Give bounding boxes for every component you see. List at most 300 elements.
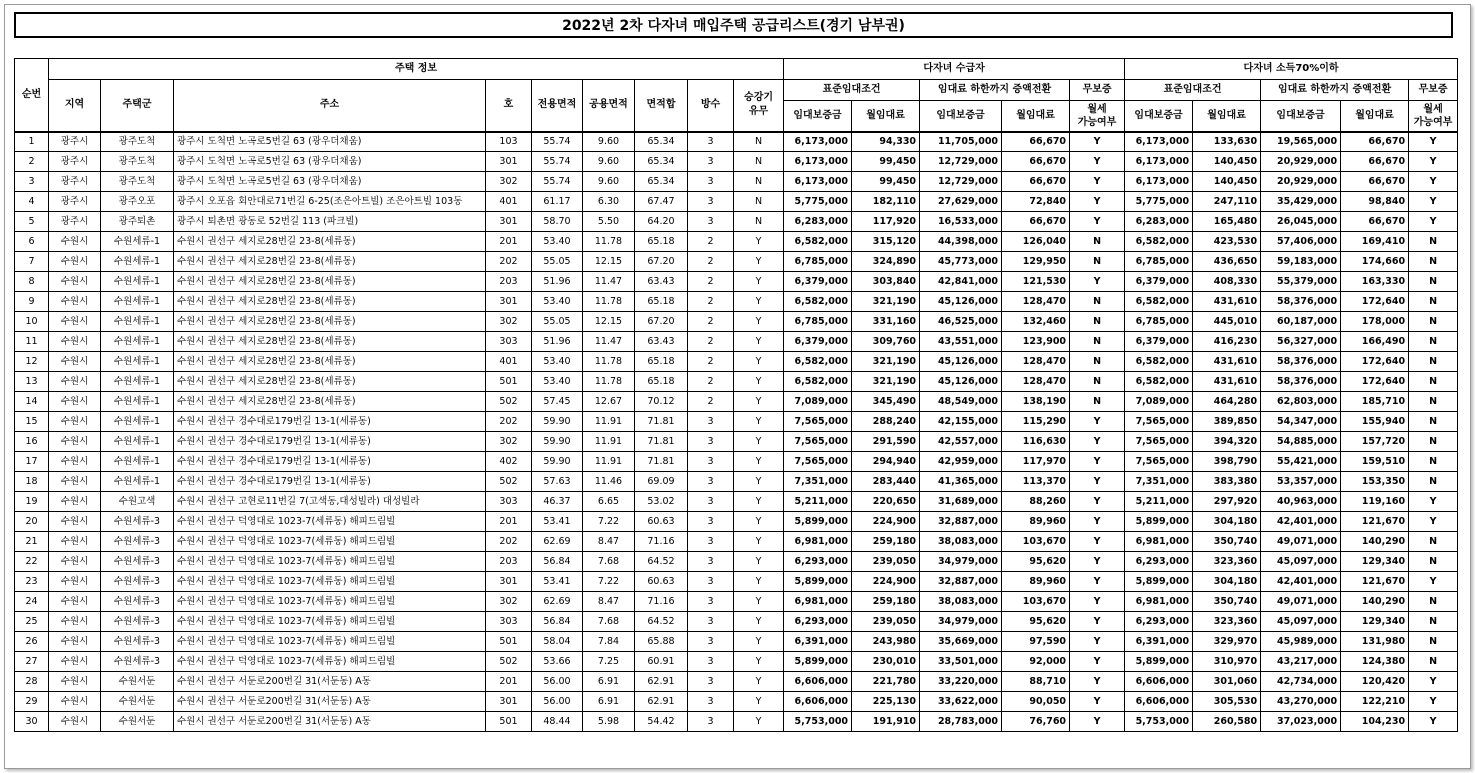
cell-rooms: 2 xyxy=(688,372,734,392)
cell-conv-rent: 66,670 xyxy=(1341,172,1409,192)
cell-no-deposit: Y xyxy=(1070,452,1125,472)
cell-conv-deposit: 59,183,000 xyxy=(1261,252,1341,272)
cell-rent: 329,970 xyxy=(1193,632,1261,652)
cell-deposit: 6,391,000 xyxy=(784,632,852,652)
cell-deposit: 6,582,000 xyxy=(1125,372,1193,392)
cell-conv-deposit: 53,357,000 xyxy=(1261,472,1341,492)
cell-rent: 140,450 xyxy=(1193,152,1261,172)
cell-common-area: 7.25 xyxy=(583,652,635,672)
header-deposit: 임대보증금 xyxy=(1125,101,1193,132)
cell-area-sum: 65.18 xyxy=(635,372,688,392)
cell-complex: 수원세류-1 xyxy=(101,272,174,292)
cell-no-deposit: Y xyxy=(1070,572,1125,592)
cell-rooms: 2 xyxy=(688,252,734,272)
header-conversion-1: 임대료 하한까지 증액전환 xyxy=(920,80,1070,101)
cell-exclusive-area: 53.40 xyxy=(532,232,583,252)
cell-rent: 117,920 xyxy=(852,212,920,232)
cell-seq: 4 xyxy=(15,192,49,212)
cell-rooms: 3 xyxy=(688,592,734,612)
header-income70: 다자녀 소득70%이하 xyxy=(1125,59,1458,80)
cell-address: 광주시 도척면 노곡로5번길 63 (광우더채움) xyxy=(174,132,486,152)
cell-rooms: 2 xyxy=(688,272,734,292)
cell-rent: 304,180 xyxy=(1193,572,1261,592)
sheet-title: 2022년 2차 다자녀 매입주택 공급리스트(경기 남부권) xyxy=(14,12,1453,38)
cell-region: 광주시 xyxy=(49,152,101,172)
cell-no-deposit: N xyxy=(1409,232,1458,252)
cell-region: 수원시 xyxy=(49,672,101,692)
cell-area-sum: 71.81 xyxy=(635,432,688,452)
cell-rooms: 2 xyxy=(688,392,734,412)
cell-complex: 광주오포 xyxy=(101,192,174,212)
cell-unit: 401 xyxy=(486,352,532,372)
cell-conv-rent: 129,340 xyxy=(1341,552,1409,572)
cell-region: 광주시 xyxy=(49,192,101,212)
cell-rent: 431,610 xyxy=(1193,372,1261,392)
table-row xyxy=(15,352,1458,372)
cell-elevator: Y xyxy=(734,472,784,492)
cell-deposit: 6,293,000 xyxy=(1125,612,1193,632)
cell-area-sum: 65.18 xyxy=(635,232,688,252)
cell-address: 수원시 권선구 경수대로179번길 13-1(세류동) xyxy=(174,432,486,452)
cell-conv-deposit: 20,929,000 xyxy=(1261,172,1341,192)
cell-no-deposit: Y xyxy=(1409,132,1458,152)
cell-deposit: 7,565,000 xyxy=(784,432,852,452)
cell-address: 수원시 권선구 경수대로179번길 13-1(세류동) xyxy=(174,452,486,472)
cell-no-deposit: N xyxy=(1409,472,1458,492)
cell-area-sum: 67.47 xyxy=(635,192,688,212)
cell-deposit: 6,283,000 xyxy=(1125,212,1193,232)
cell-rooms: 3 xyxy=(688,132,734,152)
cell-deposit: 7,565,000 xyxy=(784,412,852,432)
header-deposit: 임대보증금 xyxy=(1261,101,1341,132)
cell-rent: 99,450 xyxy=(852,152,920,172)
cell-elevator: Y xyxy=(734,392,784,412)
cell-conv-deposit: 34,979,000 xyxy=(920,612,1002,632)
cell-common-area: 9.60 xyxy=(583,172,635,192)
header-monthly-possible: 월세 가능여부 xyxy=(1409,101,1458,132)
cell-no-deposit: Y xyxy=(1070,712,1125,732)
cell-no-deposit: N xyxy=(1070,352,1125,372)
cell-deposit: 6,606,000 xyxy=(784,692,852,712)
cell-no-deposit: N xyxy=(1070,372,1125,392)
cell-rent: 288,240 xyxy=(852,412,920,432)
cell-conv-deposit: 42,557,000 xyxy=(920,432,1002,452)
cell-conv-deposit: 43,551,000 xyxy=(920,332,1002,352)
cell-no-deposit: N xyxy=(1409,412,1458,432)
cell-region: 수원시 xyxy=(49,432,101,452)
cell-rooms: 2 xyxy=(688,332,734,352)
cell-conv-rent: 66,670 xyxy=(1002,152,1070,172)
cell-common-area: 8.47 xyxy=(583,592,635,612)
cell-no-deposit: N xyxy=(1070,312,1125,332)
cell-deposit: 5,899,000 xyxy=(784,652,852,672)
cell-rooms: 3 xyxy=(688,552,734,572)
cell-elevator: Y xyxy=(734,532,784,552)
cell-conv-rent: 115,290 xyxy=(1002,412,1070,432)
cell-conv-rent: 66,670 xyxy=(1341,132,1409,152)
cell-conv-deposit: 16,533,000 xyxy=(920,212,1002,232)
table-row xyxy=(15,512,1458,532)
cell-conv-deposit: 46,525,000 xyxy=(920,312,1002,332)
cell-unit: 502 xyxy=(486,652,532,672)
header-conversion-2: 임대료 하한까지 증액전환 xyxy=(1261,80,1409,101)
cell-complex: 수원서둔 xyxy=(101,692,174,712)
cell-conv-rent: 121,530 xyxy=(1002,272,1070,292)
table-row xyxy=(15,372,1458,392)
cell-region: 수원시 xyxy=(49,572,101,592)
cell-deposit: 7,089,000 xyxy=(784,392,852,412)
cell-region: 수원시 xyxy=(49,252,101,272)
table-row xyxy=(15,552,1458,572)
cell-conv-deposit: 45,989,000 xyxy=(1261,632,1341,652)
cell-region: 수원시 xyxy=(49,292,101,312)
cell-seq: 22 xyxy=(15,552,49,572)
cell-complex: 광주도척 xyxy=(101,132,174,152)
cell-no-deposit: N xyxy=(1409,612,1458,632)
cell-conv-rent: 66,670 xyxy=(1341,152,1409,172)
table-row xyxy=(15,312,1458,332)
cell-deposit: 6,606,000 xyxy=(1125,672,1193,692)
cell-deposit: 5,775,000 xyxy=(784,192,852,212)
cell-conv-rent: 97,590 xyxy=(1002,632,1070,652)
cell-conv-rent: 172,640 xyxy=(1341,352,1409,372)
cell-unit: 302 xyxy=(486,432,532,452)
cell-no-deposit: N xyxy=(1409,272,1458,292)
cell-elevator: N xyxy=(734,172,784,192)
cell-no-deposit: N xyxy=(1409,372,1458,392)
cell-conv-rent: 157,720 xyxy=(1341,432,1409,452)
cell-area-sum: 53.02 xyxy=(635,492,688,512)
cell-conv-deposit: 38,083,000 xyxy=(920,532,1002,552)
cell-conv-deposit: 34,979,000 xyxy=(920,552,1002,572)
cell-deposit: 5,753,000 xyxy=(784,712,852,732)
cell-seq: 18 xyxy=(15,472,49,492)
cell-no-deposit: N xyxy=(1070,332,1125,352)
cell-address: 수원시 권선구 경수대로179번길 13-1(세류동) xyxy=(174,472,486,492)
cell-area-sum: 71.81 xyxy=(635,412,688,432)
cell-exclusive-area: 55.74 xyxy=(532,172,583,192)
cell-deposit: 6,981,000 xyxy=(784,532,852,552)
table-row xyxy=(15,392,1458,412)
cell-deposit: 6,582,000 xyxy=(1125,232,1193,252)
cell-elevator: Y xyxy=(734,312,784,332)
cell-elevator: N xyxy=(734,152,784,172)
cell-elevator: Y xyxy=(734,252,784,272)
cell-complex: 광주도척 xyxy=(101,172,174,192)
cell-exclusive-area: 53.40 xyxy=(532,372,583,392)
cell-region: 광주시 xyxy=(49,172,101,192)
cell-seq: 10 xyxy=(15,312,49,332)
header-common-area: 공용면적 xyxy=(583,80,635,132)
cell-conv-deposit: 35,669,000 xyxy=(920,632,1002,652)
cell-deposit: 6,582,000 xyxy=(784,232,852,252)
header-deposit: 임대보증금 xyxy=(920,101,1002,132)
cell-seq: 19 xyxy=(15,492,49,512)
cell-no-deposit: N xyxy=(1409,312,1458,332)
cell-exclusive-area: 46.37 xyxy=(532,492,583,512)
cell-common-area: 11.91 xyxy=(583,452,635,472)
cell-complex: 수원세류-1 xyxy=(101,452,174,472)
cell-elevator: Y xyxy=(734,512,784,532)
cell-no-deposit: Y xyxy=(1070,412,1125,432)
cell-rent: 323,360 xyxy=(1193,612,1261,632)
cell-seq: 7 xyxy=(15,252,49,272)
cell-conv-deposit: 57,406,000 xyxy=(1261,232,1341,252)
cell-exclusive-area: 56.00 xyxy=(532,692,583,712)
cell-no-deposit: Y xyxy=(1070,212,1125,232)
cell-conv-rent: 89,960 xyxy=(1002,572,1070,592)
cell-deposit: 6,582,000 xyxy=(784,352,852,372)
cell-rent: 321,190 xyxy=(852,352,920,372)
cell-no-deposit: Y xyxy=(1409,192,1458,212)
cell-conv-rent: 66,670 xyxy=(1341,212,1409,232)
cell-rent: 239,050 xyxy=(852,612,920,632)
cell-conv-rent: 169,410 xyxy=(1341,232,1409,252)
header-address: 주소 xyxy=(174,80,486,132)
cell-no-deposit: Y xyxy=(1070,692,1125,712)
cell-common-area: 11.78 xyxy=(583,352,635,372)
cell-conv-deposit: 56,327,000 xyxy=(1261,332,1341,352)
cell-deposit: 6,785,000 xyxy=(784,312,852,332)
cell-seq: 28 xyxy=(15,672,49,692)
cell-conv-rent: 166,490 xyxy=(1341,332,1409,352)
cell-exclusive-area: 51.96 xyxy=(532,332,583,352)
cell-conv-deposit: 45,773,000 xyxy=(920,252,1002,272)
cell-common-area: 6.91 xyxy=(583,672,635,692)
cell-no-deposit: Y xyxy=(1409,512,1458,532)
cell-no-deposit: Y xyxy=(1070,592,1125,612)
cell-rent: 243,980 xyxy=(852,632,920,652)
cell-area-sum: 71.16 xyxy=(635,532,688,552)
cell-address: 수원시 권선구 세지로28번길 23-8(세류동) xyxy=(174,332,486,352)
cell-common-area: 7.22 xyxy=(583,512,635,532)
cell-deposit: 7,565,000 xyxy=(784,452,852,472)
cell-rent: 331,160 xyxy=(852,312,920,332)
cell-conv-deposit: 58,376,000 xyxy=(1261,372,1341,392)
cell-rent: 301,060 xyxy=(1193,672,1261,692)
cell-conv-rent: 119,160 xyxy=(1341,492,1409,512)
cell-exclusive-area: 62.69 xyxy=(532,532,583,552)
cell-conv-rent: 113,370 xyxy=(1002,472,1070,492)
cell-common-area: 11.78 xyxy=(583,372,635,392)
cell-exclusive-area: 61.17 xyxy=(532,192,583,212)
cell-complex: 수원세류-1 xyxy=(101,432,174,452)
cell-conv-deposit: 33,501,000 xyxy=(920,652,1002,672)
cell-rent: 315,120 xyxy=(852,232,920,252)
cell-region: 수원시 xyxy=(49,452,101,472)
cell-rent: 321,190 xyxy=(852,372,920,392)
cell-rooms: 3 xyxy=(688,652,734,672)
cell-seq: 17 xyxy=(15,452,49,472)
cell-no-deposit: Y xyxy=(1070,492,1125,512)
cell-rent: 165,480 xyxy=(1193,212,1261,232)
header-exclusive-area: 전용면적 xyxy=(532,80,583,132)
cell-deposit: 6,379,000 xyxy=(784,272,852,292)
cell-deposit: 7,089,000 xyxy=(1125,392,1193,412)
cell-conv-rent: 131,980 xyxy=(1341,632,1409,652)
cell-conv-deposit: 45,126,000 xyxy=(920,372,1002,392)
cell-complex: 수원세류-1 xyxy=(101,372,174,392)
cell-address: 수원시 권선구 경수대로179번길 13-1(세류동) xyxy=(174,412,486,432)
cell-address: 수원시 권선구 덕영대로 1023-7(세류동) 해피드림빌 xyxy=(174,532,486,552)
cell-area-sum: 62.91 xyxy=(635,692,688,712)
cell-deposit: 6,582,000 xyxy=(1125,292,1193,312)
table-row xyxy=(15,632,1458,652)
cell-common-area: 11.91 xyxy=(583,432,635,452)
table-row xyxy=(15,412,1458,432)
cell-conv-deposit: 40,963,000 xyxy=(1261,492,1341,512)
cell-unit: 302 xyxy=(486,312,532,332)
cell-conv-rent: 129,340 xyxy=(1341,612,1409,632)
cell-conv-rent: 72,840 xyxy=(1002,192,1070,212)
cell-deposit: 6,582,000 xyxy=(784,372,852,392)
cell-conv-rent: 132,460 xyxy=(1002,312,1070,332)
cell-rent: 247,110 xyxy=(1193,192,1261,212)
cell-seq: 16 xyxy=(15,432,49,452)
cell-seq: 24 xyxy=(15,592,49,612)
cell-exclusive-area: 59.90 xyxy=(532,432,583,452)
cell-no-deposit: Y xyxy=(1409,692,1458,712)
cell-address: 수원시 권선구 세지로28번길 23-8(세류동) xyxy=(174,272,486,292)
cell-deposit: 5,211,000 xyxy=(1125,492,1193,512)
cell-conv-rent: 88,710 xyxy=(1002,672,1070,692)
cell-conv-deposit: 28,783,000 xyxy=(920,712,1002,732)
cell-no-deposit: Y xyxy=(1409,212,1458,232)
cell-deposit: 6,293,000 xyxy=(784,552,852,572)
table-row xyxy=(15,132,1458,152)
cell-rent: 224,900 xyxy=(852,512,920,532)
cell-unit: 402 xyxy=(486,452,532,472)
cell-area-sum: 65.34 xyxy=(635,152,688,172)
cell-unit: 202 xyxy=(486,252,532,272)
cell-rooms: 3 xyxy=(688,492,734,512)
cell-conv-rent: 121,670 xyxy=(1341,572,1409,592)
cell-no-deposit: N xyxy=(1409,632,1458,652)
cell-rent: 431,610 xyxy=(1193,292,1261,312)
cell-rent: 221,780 xyxy=(852,672,920,692)
cell-common-area: 11.91 xyxy=(583,412,635,432)
cell-rent: 283,440 xyxy=(852,472,920,492)
cell-elevator: Y xyxy=(734,672,784,692)
table-row xyxy=(15,452,1458,472)
cell-area-sum: 64.52 xyxy=(635,552,688,572)
cell-conv-rent: 120,420 xyxy=(1341,672,1409,692)
cell-elevator: Y xyxy=(734,552,784,572)
cell-no-deposit: Y xyxy=(1070,432,1125,452)
cell-deposit: 5,899,000 xyxy=(1125,572,1193,592)
cell-address: 수원시 권선구 덕영대로 1023-7(세류동) 해피드림빌 xyxy=(174,552,486,572)
cell-deposit: 6,173,000 xyxy=(1125,172,1193,192)
cell-no-deposit: Y xyxy=(1070,672,1125,692)
cell-area-sum: 67.20 xyxy=(635,312,688,332)
cell-no-deposit: Y xyxy=(1070,132,1125,152)
cell-rent: 383,380 xyxy=(1193,472,1261,492)
cell-unit: 303 xyxy=(486,332,532,352)
table-row xyxy=(15,652,1458,672)
cell-complex: 수원세류-3 xyxy=(101,592,174,612)
cell-region: 수원시 xyxy=(49,312,101,332)
cell-no-deposit: Y xyxy=(1409,712,1458,732)
cell-region: 수원시 xyxy=(49,612,101,632)
cell-area-sum: 71.16 xyxy=(635,592,688,612)
cell-conv-rent: 185,710 xyxy=(1341,392,1409,412)
cell-address: 수원시 권선구 세지로28번길 23-8(세류동) xyxy=(174,252,486,272)
cell-address: 수원시 권선구 세지로28번길 23-8(세류동) xyxy=(174,372,486,392)
cell-rooms: 3 xyxy=(688,712,734,732)
cell-deposit: 6,785,000 xyxy=(1125,312,1193,332)
cell-rent: 291,590 xyxy=(852,432,920,452)
cell-exclusive-area: 56.84 xyxy=(532,552,583,572)
cell-conv-deposit: 32,887,000 xyxy=(920,572,1002,592)
cell-rent: 220,650 xyxy=(852,492,920,512)
cell-elevator: Y xyxy=(734,452,784,472)
cell-area-sum: 65.34 xyxy=(635,132,688,152)
cell-unit: 203 xyxy=(486,272,532,292)
header-rent: 월임대료 xyxy=(1193,101,1261,132)
cell-conv-rent: 159,510 xyxy=(1341,452,1409,472)
cell-conv-rent: 163,330 xyxy=(1341,272,1409,292)
cell-exclusive-area: 53.41 xyxy=(532,572,583,592)
cell-rent: 445,010 xyxy=(1193,312,1261,332)
cell-area-sum: 60.63 xyxy=(635,512,688,532)
cell-complex: 수원세류-1 xyxy=(101,252,174,272)
cell-rent: 323,360 xyxy=(1193,552,1261,572)
cell-rent: 259,180 xyxy=(852,592,920,612)
cell-rent: 398,790 xyxy=(1193,452,1261,472)
cell-conv-deposit: 49,071,000 xyxy=(1261,592,1341,612)
cell-exclusive-area: 53.41 xyxy=(532,512,583,532)
cell-exclusive-area: 51.96 xyxy=(532,272,583,292)
cell-address: 수원시 권선구 세지로28번길 23-8(세류동) xyxy=(174,392,486,412)
cell-area-sum: 69.09 xyxy=(635,472,688,492)
cell-seq: 11 xyxy=(15,332,49,352)
cell-unit: 502 xyxy=(486,392,532,412)
cell-exclusive-area: 57.45 xyxy=(532,392,583,412)
cell-elevator: Y xyxy=(734,612,784,632)
cell-complex: 수원세류-3 xyxy=(101,512,174,532)
cell-conv-deposit: 43,270,000 xyxy=(1261,692,1341,712)
cell-no-deposit: Y xyxy=(1070,552,1125,572)
cell-rooms: 3 xyxy=(688,152,734,172)
cell-seq: 13 xyxy=(15,372,49,392)
cell-deposit: 6,379,000 xyxy=(1125,272,1193,292)
cell-area-sum: 65.18 xyxy=(635,352,688,372)
table-row xyxy=(15,252,1458,272)
cell-conv-rent: 140,290 xyxy=(1341,592,1409,612)
header-no-deposit-1: 무보증 xyxy=(1070,80,1125,101)
cell-exclusive-area: 56.00 xyxy=(532,672,583,692)
cell-deposit: 5,775,000 xyxy=(1125,192,1193,212)
cell-elevator: Y xyxy=(734,492,784,512)
cell-unit: 201 xyxy=(486,232,532,252)
cell-deposit: 5,899,000 xyxy=(1125,512,1193,532)
cell-exclusive-area: 53.40 xyxy=(532,292,583,312)
cell-elevator: N xyxy=(734,132,784,152)
cell-complex: 수원서둔 xyxy=(101,712,174,732)
cell-common-area: 11.78 xyxy=(583,232,635,252)
cell-elevator: Y xyxy=(734,692,784,712)
cell-conv-rent: 129,950 xyxy=(1002,252,1070,272)
table-row xyxy=(15,172,1458,192)
cell-rent: 99,450 xyxy=(852,172,920,192)
cell-deposit: 6,293,000 xyxy=(1125,552,1193,572)
cell-conv-deposit: 49,071,000 xyxy=(1261,532,1341,552)
header-rent: 월임대료 xyxy=(1341,101,1409,132)
cell-conv-deposit: 33,220,000 xyxy=(920,672,1002,692)
cell-complex: 광주도척 xyxy=(101,152,174,172)
table-row xyxy=(15,592,1458,612)
cell-rooms: 2 xyxy=(688,312,734,332)
